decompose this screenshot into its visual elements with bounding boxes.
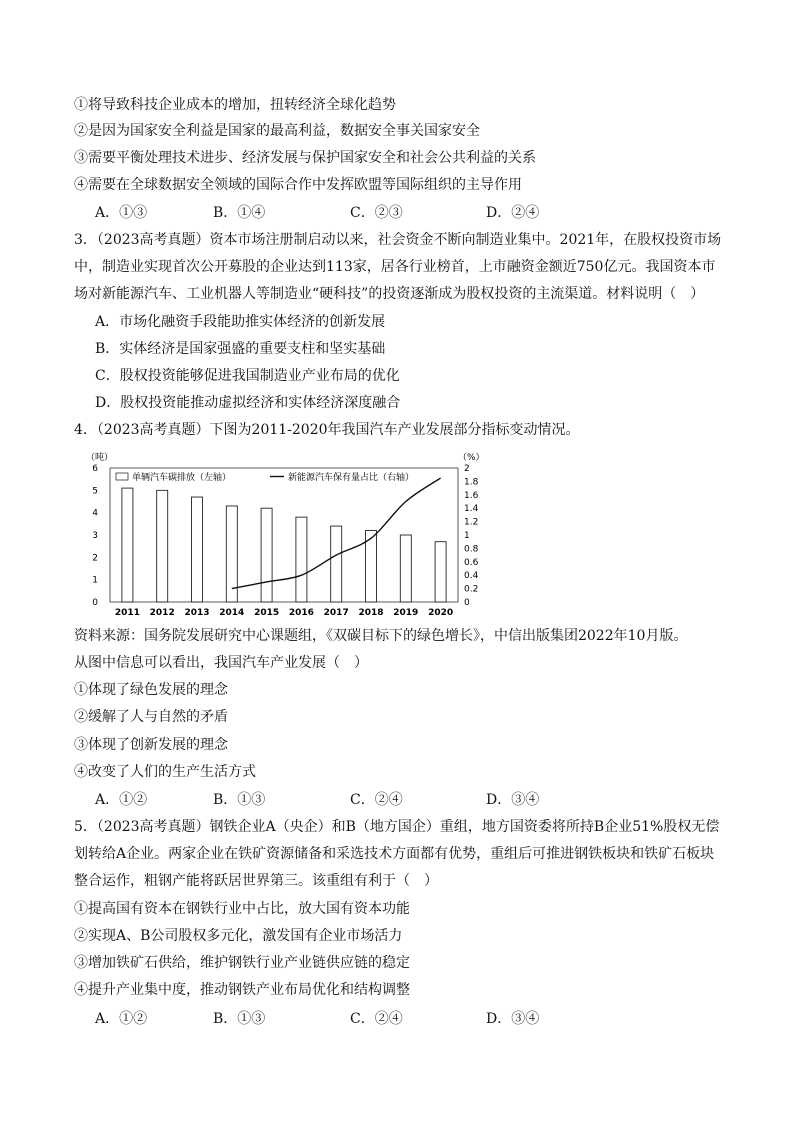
- x-tick-label: 2015: [254, 608, 280, 618]
- q5-option-a[interactable]: A．①②: [95, 1011, 148, 1027]
- q4-options: [95, 790, 715, 810]
- q2-option-a[interactable]: A．①③: [95, 205, 148, 221]
- emission-bar: [157, 490, 168, 602]
- q3-stem-line-2: 中，制造业实现首次公开募股的企业达到113家，居各行业榜首，上市融资金额近750亿元。我国资本市: [74, 259, 716, 275]
- emission-bar: [122, 488, 133, 602]
- left-axis-unit: （吨）: [86, 453, 114, 463]
- right-tick-label: 0.8: [464, 544, 479, 555]
- q3-stem-line-3: 场对新能源汽车、工业机器人等制造业“硬科技”的投资逐渐成为股权投资的主流渠道。材料说明（ ）: [74, 286, 705, 302]
- x-tick-label: 2014: [219, 608, 245, 618]
- q5-stem-line-3: 整合运作，粗钢产能将跃居世界第三。该重组有利于（ ）: [74, 873, 438, 889]
- left-tick-label: 4: [92, 508, 98, 519]
- q2-option-b[interactable]: B．①④: [213, 205, 266, 221]
- left-tick-label: 2: [92, 553, 98, 564]
- right-tick-label: 1: [464, 531, 470, 541]
- right-tick-label: 1.6: [464, 490, 479, 501]
- q5-statement-4: ④提升产业集中度，推动钢铁产业布局优化和结构调整: [74, 982, 410, 998]
- q5-statement-2: ②实现A、B公司股权多元化，激发国有企业市场活力: [74, 928, 403, 944]
- q3-stem-line-1: 3．（2023高考真题）资本市场注册制启动以来，社会资金不断向制造业集中。2021年，在股权投资市场: [74, 232, 722, 248]
- q4-stem: 4．（2023高考真题）下图为2011-2020年我国汽车产业发展部分指标变动情况。: [74, 422, 580, 438]
- legend-bar-label: 单辆汽车碳排放（左轴）: [132, 473, 232, 483]
- right-tick-label: 0.2: [464, 584, 479, 595]
- emission-bar: [331, 526, 342, 602]
- x-tick-label: 2012: [149, 608, 175, 618]
- q5-stem-line-1: 5．（2023高考真题）钢铁企业A（央企）和B（地方国企）重组，地方国资委将所持B企业51%股权无偿: [74, 819, 720, 835]
- right-tick-label: 2: [464, 464, 470, 474]
- q5-options: [95, 1009, 715, 1029]
- right-tick-label: 0.6: [464, 557, 479, 568]
- left-tick-label: 3: [92, 531, 98, 541]
- right-tick-label: 1.8: [464, 477, 479, 488]
- q4-question: 从图中信息可以看出，我国汽车产业发展（ ）: [74, 655, 368, 671]
- chart-svg: [84, 448, 504, 620]
- right-axis-unit: （%）: [458, 453, 485, 463]
- right-tick-label: 1.4: [464, 504, 479, 515]
- emission-bar: [261, 508, 272, 602]
- q5-statement-3: ③增加铁矿石供给，维护钢铁行业产业链供应链的稳定: [74, 955, 410, 971]
- q2-statement-4: ④需要在全球数据安全领域的国际合作中发挥欧盟等国际组织的主导作用: [74, 177, 522, 193]
- q4-source: 资料来源：国务院发展研究中心课题组，《双碳目标下的绿色增长》，中信出版集团2022年10月版。: [74, 628, 688, 644]
- emission-bar: [435, 542, 446, 602]
- x-tick-label: 2018: [358, 608, 384, 618]
- q4-statement-4: ④改变了人们的生产生活方式: [74, 764, 256, 780]
- q5-option-c[interactable]: C．②④: [350, 1011, 403, 1027]
- x-tick-label: 2019: [393, 608, 419, 618]
- q2-statement-3: ③需要平衡处理技术进步、经济发展与保护国家安全和社会公共利益的关系: [74, 150, 536, 166]
- x-tick-label: 2011: [114, 608, 140, 618]
- x-tick-label: 2013: [184, 608, 210, 618]
- q4-option-a[interactable]: A．①②: [95, 792, 148, 808]
- q4-option-d[interactable]: D．③④: [486, 792, 540, 808]
- right-tick-label: 1.2: [464, 517, 479, 528]
- left-tick-label: 6: [92, 464, 98, 474]
- q3-option-c[interactable]: C．股权投资能够促进我国制造业产业布局的优化: [95, 368, 400, 384]
- legend-bar-swatch: [116, 473, 128, 480]
- chart: [84, 448, 504, 620]
- x-tick-label: 2016: [288, 608, 314, 618]
- q4-statement-3: ③体现了创新发展的理念: [74, 737, 228, 753]
- q4-option-b[interactable]: B．①③: [213, 792, 266, 808]
- q4-option-c[interactable]: C．②④: [350, 792, 403, 808]
- right-tick-label: 0.4: [464, 571, 479, 582]
- right-tick-label: 0: [464, 598, 470, 608]
- q2-statement-2: ②是因为国家安全利益是国家的最高利益，数据安全事关国家安全: [74, 123, 480, 139]
- q2-statement-1: ①将导致科技企业成本的增加，扭转经济全球化趋势: [74, 97, 396, 113]
- q3-option-d[interactable]: D．股权投资能推动虚拟经济和实体经济深度融合: [95, 395, 401, 411]
- q4-statement-2: ②缓解了人与自然的矛盾: [74, 709, 228, 725]
- legend-line-label: 新能源汽车保有量占比（右轴）: [288, 473, 415, 483]
- left-tick-label: 5: [92, 486, 98, 497]
- q2-option-c[interactable]: C．②③: [350, 205, 403, 221]
- q4-statement-1: ①体现了绿色发展的理念: [74, 682, 228, 698]
- left-tick-label: 1: [92, 575, 98, 586]
- q3-option-a[interactable]: A．市场化融资手段能助推实体经济的创新发展: [95, 314, 386, 330]
- emission-bar: [296, 517, 307, 602]
- left-tick-label: 0: [92, 598, 98, 608]
- x-tick-label: 2017: [323, 608, 349, 618]
- q5-option-b[interactable]: B．①③: [213, 1011, 266, 1027]
- x-tick-label: 2020: [428, 608, 454, 618]
- legend: [116, 471, 414, 483]
- emission-bar: [192, 497, 203, 602]
- emission-bar: [400, 535, 411, 602]
- q5-stem-line-2: 划转给A企业。两家企业在铁矿资源储备和采选技术方面都有优势，重组后可推进钢铁板块和铁矿石板块: [74, 846, 715, 862]
- q3-option-b[interactable]: B．实体经济是国家强盛的重要支柱和坚实基础: [95, 341, 386, 357]
- q5-statement-1: ①提高国有资本在钢铁行业中占比，放大国有资本功能: [74, 901, 410, 917]
- q2-option-d[interactable]: D．②④: [486, 205, 540, 221]
- q2-options: [95, 203, 715, 223]
- q5-option-d[interactable]: D．③④: [486, 1011, 540, 1027]
